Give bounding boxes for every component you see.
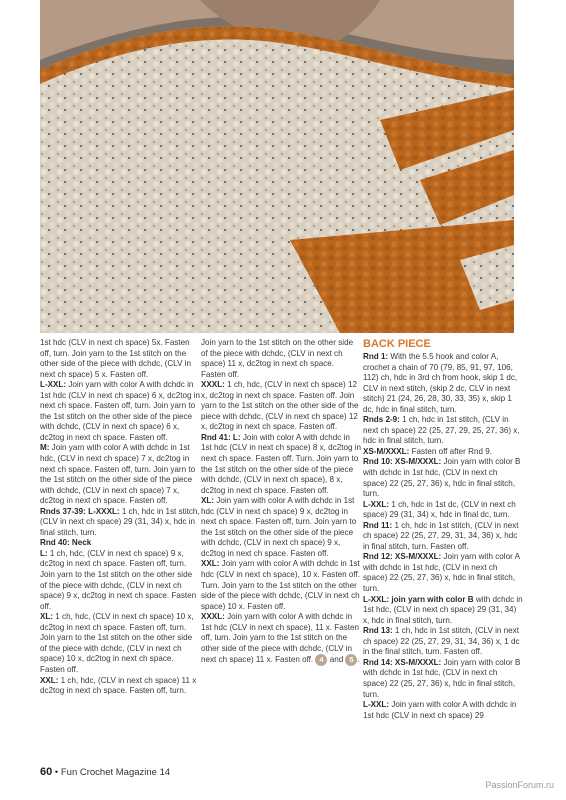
instruction-label: XXXL: xyxy=(201,380,225,390)
instruction-label: XL: xyxy=(40,612,54,622)
instruction-paragraph xyxy=(363,595,523,627)
column-1 xyxy=(40,338,200,697)
instruction-text: with dchdc in 1st hdc, (CLV in next ch space) 29 (31, 34) x, hdc in final stitch, turn. xyxy=(363,594,523,625)
instruction-label: L-XXL: xyxy=(363,499,390,509)
step-badge: 4 xyxy=(315,654,327,666)
instruction-text: 1 ch, hdc, (CLV in next ch space) 11 x dc2tog in next ch space. Fasten off, turn. xyxy=(40,675,197,696)
instruction-paragraph xyxy=(201,612,361,666)
sweater-illustration xyxy=(40,0,514,333)
instruction-paragraph xyxy=(363,552,523,594)
instruction-text: Join yarn with color B with dchdc in 1st hdc, (CLV in next ch space) 22 (25, 27, 36) x, hdc in final stitch, turn. xyxy=(363,657,521,699)
instruction-text: 1 ch, hdc in 1st stitch, (CLV in next ch space) 22 (25, 27, 29, 25, 27, 36) x, hdc in final stitch, turn. xyxy=(363,415,520,446)
instruction-text: Join yarn with color A with dchdc in 1st hdc (CLV in next ch space) 6 x, dc2tog in next ch space. Fasten off, turn. Join yarn to the 1st stitch on the other side of the piece with dchdc, (CLV in next ch space) 6 x, dc2tog in next ch space. Fasten off. xyxy=(40,380,201,442)
instruction-label: M: xyxy=(40,443,50,453)
instruction-paragraph xyxy=(201,338,361,380)
instruction-text: Fasten off after Rnd 9. xyxy=(409,446,492,456)
instruction-label: Rnd 13: xyxy=(363,626,393,636)
instruction-paragraph xyxy=(40,612,200,675)
instruction-label: Rnd 10: XS-M/XXXL: xyxy=(363,457,442,467)
section-heading-back-piece: BACK PIECE xyxy=(363,338,431,350)
page-footer xyxy=(40,766,170,778)
instruction-paragraph xyxy=(363,700,523,721)
instruction-label: L: xyxy=(40,548,48,558)
page-number: 60 xyxy=(40,766,53,778)
instruction-label: Rnds 2-9: xyxy=(363,415,400,425)
and-text: and xyxy=(329,655,344,665)
instruction-label: XXXL: xyxy=(201,612,225,622)
instruction-paragraph xyxy=(40,443,200,506)
instruction-label: Rnd 1: xyxy=(363,352,389,361)
step-badge: 5 xyxy=(345,654,357,666)
instruction-text: Join yarn to the 1st stitch on the other side of the piece with dchdc, (CLV in next ch space) 11 x, dc2tog in next ch space. Fasten off. xyxy=(201,338,354,379)
instruction-paragraph xyxy=(363,626,523,658)
instruction-text: 1 ch, hdc in 1st stitch, (CLV in next ch space) 22 (25, 27, 29, 31, 34, 36) x, hdc in final stitch, turn. Fasten off. xyxy=(363,520,519,551)
instruction-text: Join yarn with color A with dchdc in 1st hdc (CLV in next ch space) 9 x, dc2tog in next ch space. Fasten off, turn. Join yarn to the 1st stitch on the other side of the piece with dchdc, (CLV in next ch space) 9 x, dc2tog in next ch space. Fasten off. xyxy=(201,496,357,558)
instruction-paragraph xyxy=(40,538,200,549)
instruction-paragraph xyxy=(40,507,200,539)
instruction-label: XS-M/XXXL: xyxy=(363,446,410,456)
instruction-paragraph xyxy=(363,415,523,447)
instruction-label: Rnds 37-39: L-XXXL: xyxy=(40,506,120,516)
instruction-label: L-XXL: xyxy=(363,700,390,710)
instruction-label: XXL: xyxy=(40,675,59,685)
instruction-paragraph xyxy=(40,338,200,380)
instruction-text: 1st hdc (CLV in next ch space) 5x. Fasten off, turn. Join yarn to the 1st stitch on the other side of the piece with dchdc, (CLV in next ch space) 5 x. Fasten off. xyxy=(40,338,192,379)
instruction-paragraph xyxy=(201,433,361,496)
instruction-paragraph xyxy=(363,352,523,415)
instruction-text: Join yarn with color B with dchdc in 1st hdc, (CLV in next ch space) 22 (25, 27, 36) x, hdc in final stitch, turn. xyxy=(363,457,521,499)
instruction-label: Rnd 41: L: xyxy=(201,432,241,442)
instruction-label: Rnd 40: Neck xyxy=(40,538,92,548)
instruction-text: Join yarn with color A with dchdc in 1st hdc (CLV in next ch space), 11 x. Fasten off, turn. Join yarn to the 1st stitch on the other side of the piece with dchdc, (CLV in next ch space) 11 x. Fasten off. xyxy=(201,612,360,665)
watermark-text: PassionForum.ru xyxy=(485,780,554,790)
column-3 xyxy=(363,338,523,721)
instruction-label: L-XXL: join yarn with color B xyxy=(363,594,474,604)
period-text: . xyxy=(357,655,360,665)
instruction-paragraph xyxy=(363,521,523,553)
sweater-photo xyxy=(40,0,514,333)
instruction-paragraph xyxy=(363,658,523,700)
instruction-paragraph xyxy=(363,447,523,458)
instruction-text: 1 ch, hdc in 1st dc, (CLV in next ch space) 29 (31, 34) x, hdc in final dc, turn. xyxy=(363,499,516,520)
instruction-paragraph xyxy=(40,676,200,697)
instruction-label: L-XXL: xyxy=(40,380,67,390)
instruction-label: Rnd 12: XS-M/XXXL: xyxy=(363,552,442,562)
instruction-paragraph xyxy=(40,380,200,443)
instruction-paragraph xyxy=(201,380,361,433)
instruction-paragraph xyxy=(363,457,523,499)
instruction-label: XXL: xyxy=(201,559,220,569)
instruction-paragraph xyxy=(363,500,523,521)
instruction-text: Join yarn with color A with dchdc in 1st hdc (CLV in next ch space), 10 x. Fasten off. Turn. Join yarn to the 1st stitch on the other side of the piece with dchdc, (CLV in next ch space) 10 x. Fasten off. xyxy=(201,559,360,611)
instruction-text: 1 ch, hdc in 1st stitch, (CLV in next ch space) 22 (25, 27, 29, 31, 34, 36) x, 1 dc in the final stitch, turn. Fasten off. xyxy=(363,626,520,657)
instruction-text: Join yarn with color A with dchdc in 1st hdc (CLV in next ch space) 29 xyxy=(363,700,517,720)
instruction-text: Join with color A with dchdc in 1st hdc (CLV in next ch space) 8 x, dc2tog in next ch space. Fasten off. Turn. Join yarn to the 1st stitch on the other side of the piece with dchdc, (CLV in next ch space), 8 x, dc2tog in next ch space. Fasten off. xyxy=(201,432,362,495)
instruction-text: 1 ch, hdc, (CLV in next ch space) 10 x, dc2tog in next ch space. Fasten off, turn. Join yarn to the 1st stitch on the other side of the piece with dchdc, (CLV in next ch space) 10 x, dc2tog in next ch space. Fasten off. xyxy=(40,612,194,674)
instruction-text: With the 5.5 hook and color A, crochet a chain of 70 (79, 85, 91, 97, 106, 112) ch, hdc in 3rd ch from hook, skip 1 dc, CLV in next stitch, (skip 2 dc, CLV in next stitch) 21 (24, 26, 28, 30, 33, 35) x, skip 1 dc, hdc in final stitch, turn. xyxy=(363,352,518,414)
instruction-label: XL: xyxy=(201,496,215,506)
magazine-title: Fun Crochet Magazine 14 xyxy=(60,767,171,778)
instruction-text: 1 ch, hdc, (CLV in next ch space) 12 x, dc2tog in next ch space. Fasten off. Join yarn to the 1st stitch on the other side of the piece with dchdc, (CLV in next ch space) 12 x, dc2tog in next ch space. Fasten off. xyxy=(201,380,359,432)
instruction-text: Join yarn with color A with dchdc in 1st hdc, (CLV in next ch space) 7 x, dc2tog in next ch space. Fasten off, turn. Join yarn to the 1st stitch on the other side of the piece with dchdc, (CLV in next ch space) 7 x, dc2tog in next ch space. Fasten off. xyxy=(40,443,196,506)
column-2 xyxy=(201,338,361,666)
instruction-paragraph xyxy=(40,549,200,612)
instruction-label: Rnd 14: XS-M/XXXL: xyxy=(363,657,442,667)
footer-bullet: • xyxy=(54,767,59,778)
instruction-text: Join yarn with color A with dchdc in 1st hdc, (CLV in next ch space) 22 (25, 27, 36) x, hdc in final stitch, turn. xyxy=(363,552,520,594)
instruction-text: 1 ch, hdc, (CLV in next ch space) 9 x, dc2tog in next ch space. Fasten off, turn. Join yarn to the 1st stitch on the other side of the piece with dchdc, (CLV in next ch space) 9 x, dc2tog in next ch space. Fasten off. xyxy=(40,548,197,611)
instruction-paragraph xyxy=(201,496,361,559)
instruction-label: Rnd 11: xyxy=(363,520,393,530)
instruction-text: 1 ch, hdc in 1st stitch, (CLV in next ch space) 29 (31, 34) x, hdc in final stitch, turn. xyxy=(40,506,200,537)
instruction-paragraph xyxy=(201,559,361,612)
